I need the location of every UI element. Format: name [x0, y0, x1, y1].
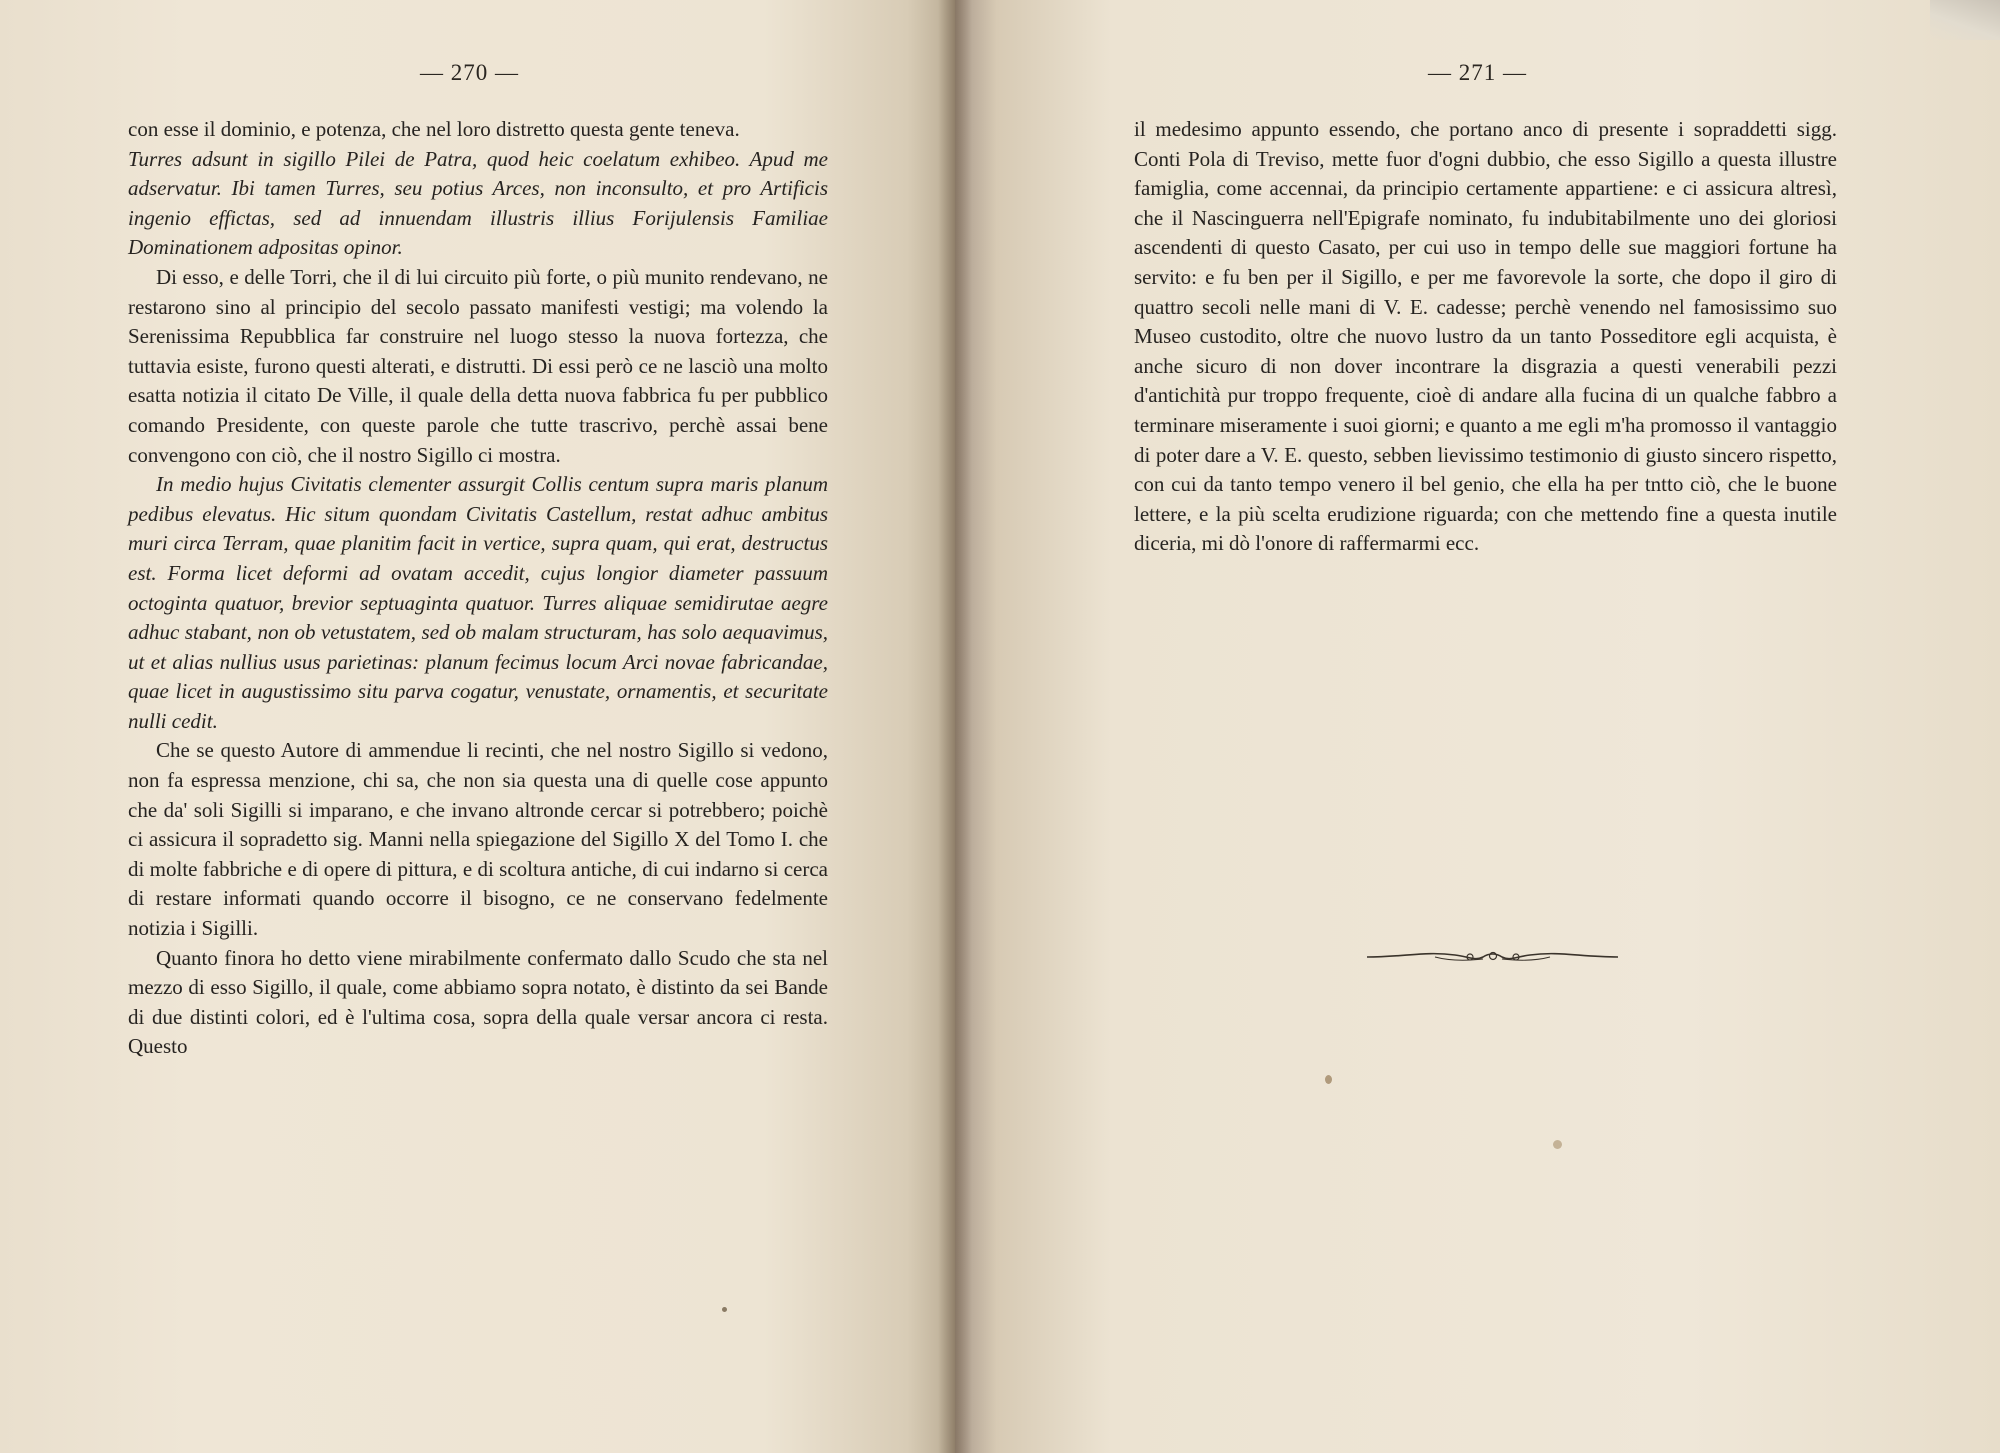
paragraph-2-latin: Turres adsunt in sigillo Pilei de Patra, quod heic coelatum exhibeo. Apud me adservatur. Ibi tamen Turres, seu potius Arces, non inconsulto, et pro Artificis ingenio effictas, sed ad innuendam illustris illius Forijulensis Familiae Dominationem adpositas opinor. [128, 146, 828, 260]
left-page [0, 0, 955, 1453]
paragraph-4-latin-quote: In medio hujus Civitatis clementer assurgit Collis centum supra maris planum pedibus elevatus. Hic situm quondam Civitatis Castellum, restat adhuc ambitus muri circa Terram, quae planitim facit in vertice, supra quam, qui erat, destructus est. Forma licet deformi ad ovatam accedit, cujus longior diameter passuum octoginta quatuor, brevior septuaginta quatuor. Turres aliquae semidirutae aegre adhuc stabant, non ob vetustatem, sed ob malam structuram, has solo aequavimus, ut et alias nullius usus parietinas: planum fecimus locum Arci novae fabricandae, quae licet in augustissimo situ parva cogatur, venustate, ornamentis, et securitate nulli cedit. [128, 472, 828, 733]
page-corner [1930, 0, 2000, 40]
end-flourish-ornament-icon [1365, 945, 1620, 969]
paragraph-6: Quanto finora ho detto viene mirabilmente confermato dallo Scudo che sta nel mezzo di esso Sigillo, il quale, come abbiamo sopra notato, è distinto da sei Bande di due distinti colori, ed è l'ultima cosa, sopra della quale versar ancora ci resta. Questo [128, 945, 828, 1059]
paper-speck [722, 1307, 727, 1312]
paragraph-3: Di esso, e delle Torri, che il di lui circuito più forte, o più munito rendevano, ne restarono sino al principio del secolo passato manifesti vestigi; ma volendo la Serenissima Repubblica far construire nel luogo stesso la nuova fortezza, che tuttavia esiste, furono questi alterati, e distrutti. Di essi però ce ne lasciò una molto esatta notizia il citato De Ville, il quale della detta nuova fabbrica fu per pubblico comando Presidente, con queste parole che tutte trascrivo, perchè assai bene convengono con ciò, che il nostro Sigillo ci mostra. [128, 264, 828, 467]
paragraph-1: con esse il dominio, e potenza, che nel loro distretto questa gente teneva. [128, 117, 740, 141]
page-number-left: — 270 — [420, 60, 519, 85]
paragraph-1: il medesimo appunto essendo, che portano anco di presente i sopraddetti sigg. Conti Pola di Treviso, mette fuor d'ogni dubbio, che esso Sigillo a questa illustre famiglia, come accennai, da principio certamente appartiene: e ci assicura altresì, che il Nascinguerra nell'Epigrafe nominato, fu indubitabilmente uno dei gloriosi ascendenti di questo Casato, per cui uso in tempo delle sue maggiori fortune ha servito: e fu ben per il Sigillo, e per me favorevole la sorte, che dopo il giro di quattro secoli nelle mani di V. E. cadesse; perchè venendo nel famosissimo suo Museo custodito, oltre che nuovo lustro da un tanto Posseditore egli acquista, è anche sicuro di non dover incontrare la disgrazia a questi venerabili pezzi d'antichità pur troppo frequente, cioè di andare alla fucina di un qualche fabbro a terminare miseramente i suoi giorni; e quanto a me egli m'ha promosso il vantaggio di poter dare a V. E. questo, sebben lievissimo testimonio di giusto sincero rispetto, con cui da tanto tempo venero il bel genio, che ella ha per tntto ciò, che le buone lettere, e la più scelta erudizione riguarda; con che mettendo fine a questa inutile diceria, mi dò l'onore di raffermarmi ecc. [1134, 117, 1837, 556]
right-page [955, 0, 2000, 1453]
left-page-text [128, 115, 828, 1062]
right-page-text [1134, 115, 1837, 559]
paper-stain [1325, 1075, 1332, 1084]
book-gutter [938, 0, 972, 1453]
paper-stain [1553, 1140, 1562, 1149]
paragraph-5: Che se questo Autore di ammendue li recinti, che nel nostro Sigillo si vedono, non fa espressa menzione, chi sa, che non sia questa una di quelle cose appunto che da' soli Sigilli si imparano, e che invano altronde cercar si potrebbero; poichè ci assicura il sopradetto sig. Manni nella spiegazione del Sigillo X del Tomo I. che di molte fabbriche e di opere di pittura, e di scoltura antiche, di cui indarno si cerca di restare informati quando occorre il bisogno, ce ne conservano fedelmente notizia i Sigilli. [128, 738, 828, 941]
page-number-right: — 271 — [1428, 60, 1527, 85]
